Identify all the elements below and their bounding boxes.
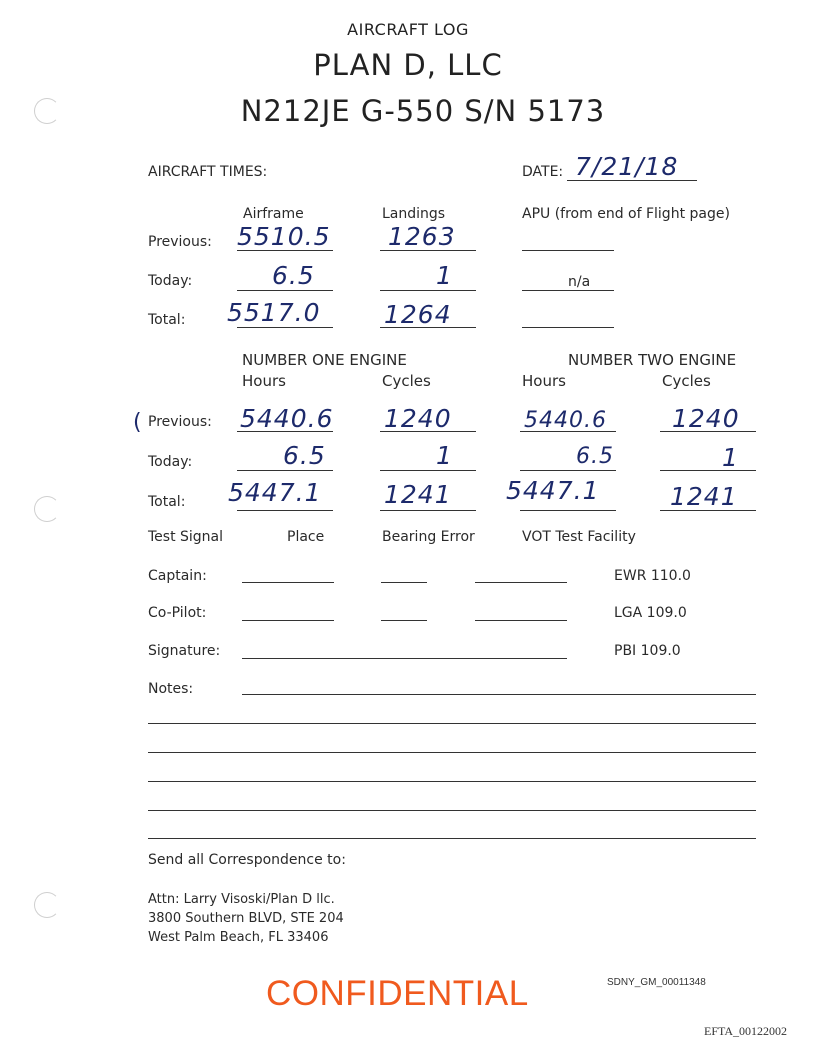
landings-value: 1263 <box>388 222 456 251</box>
address-line3: West Palm Beach, FL 33406 <box>148 930 329 945</box>
e2-cycles-value: 1241 <box>670 482 738 511</box>
notes-line <box>242 694 756 695</box>
notes-line <box>148 781 756 782</box>
captain-label: Captain: <box>148 568 207 584</box>
col-apu: APU (from end of Flight page) <box>522 206 730 222</box>
header-line3: N212JE G-550 S/N 5173 <box>240 94 606 128</box>
notes-line <box>148 723 756 724</box>
engine-row-label: Previous: <box>148 414 212 430</box>
airframe-line <box>237 290 333 291</box>
airframe-value: 5510.5 <box>237 222 331 251</box>
col-test-signal: Test Signal <box>148 529 224 545</box>
captain-place-line <box>242 582 334 583</box>
bates-number: SDNY_GM_00011348 <box>607 977 706 988</box>
engine1-title: NUMBER ONE ENGINE <box>242 351 407 369</box>
vot-pbi: PBI 109.0 <box>614 643 681 659</box>
e2-hours-value: 5447.1 <box>506 476 600 505</box>
apu-value: n/a <box>568 274 591 290</box>
e1-col-hours: Hours <box>242 372 286 390</box>
engine-row-label: Total: <box>148 494 186 510</box>
e2-cycles-line <box>660 470 756 471</box>
captain-vot-line <box>475 582 567 583</box>
airframe-line <box>237 327 333 328</box>
e1-hours-line <box>237 470 333 471</box>
times-row-label: Previous: <box>148 234 212 250</box>
apu-line <box>522 327 614 328</box>
copilot-bearing-line <box>381 620 427 621</box>
e1-cycles-line <box>380 510 476 511</box>
col-landings: Landings <box>382 206 446 222</box>
e1-col-cycles: Cycles <box>382 372 431 390</box>
header-line1: AIRCRAFT LOG <box>347 20 469 39</box>
address-line2: 3800 Southern BLVD, STE 204 <box>148 911 344 926</box>
e1-hours-line <box>237 510 333 511</box>
e1-cycles-value: 1 <box>436 441 453 470</box>
confidential-stamp: CONFIDENTIAL <box>266 974 529 1013</box>
efta-number: EFTA_00122002 <box>704 1024 788 1038</box>
e1-hours-value: 6.5 <box>283 441 326 470</box>
airframe-value: 5517.0 <box>227 298 321 327</box>
e1-hours-value: 5440.6 <box>240 404 334 433</box>
vot-lga: LGA 109.0 <box>614 605 687 621</box>
apu-line <box>522 250 614 251</box>
notes-label: Notes: <box>148 681 194 697</box>
date-label: DATE: <box>522 164 564 180</box>
copilot-label: Co-Pilot: <box>148 605 207 621</box>
vot-ewr: EWR 110.0 <box>614 568 691 584</box>
header-line2: PLAN D, LLC <box>313 48 503 82</box>
airframe-value: 6.5 <box>272 261 315 290</box>
captain-bearing-line <box>381 582 427 583</box>
signature-label: Signature: <box>148 643 221 659</box>
notes-line <box>148 752 756 753</box>
e2-col-hours: Hours <box>522 372 566 390</box>
e2-cycles-value: 1 <box>722 443 739 472</box>
landings-value: 1264 <box>384 300 452 329</box>
apu-line <box>522 290 614 291</box>
hole-punch-mark <box>34 892 60 918</box>
notes-line <box>148 810 756 811</box>
aircraft-times-label: AIRCRAFT TIMES: <box>148 164 268 180</box>
col-vot-facility: VOT Test Facility <box>522 529 636 545</box>
e2-col-cycles: Cycles <box>662 372 711 390</box>
address-line1: Attn: Larry Visoski/Plan D llc. <box>148 892 335 907</box>
e1-hours-value: 5447.1 <box>228 478 322 507</box>
copilot-vot-line <box>475 620 567 621</box>
e1-cycles-value: 1240 <box>384 404 452 433</box>
e2-hours-value: 6.5 <box>576 444 614 469</box>
e2-hours-line <box>520 470 616 471</box>
e1-cycles-value: 1241 <box>384 480 452 509</box>
signature-line <box>242 658 567 659</box>
e2-cycles-value: 1240 <box>672 404 740 433</box>
times-row-label: Today: <box>148 273 193 289</box>
e1-cycles-line <box>380 470 476 471</box>
col-airframe: Airframe <box>243 206 304 222</box>
previous-bracket-mark: ( <box>133 410 143 435</box>
col-bearing-error: Bearing Error <box>382 529 475 545</box>
landings-value: 1 <box>436 261 453 290</box>
engine-row-label: Today: <box>148 454 193 470</box>
hole-punch-mark <box>34 496 60 522</box>
e2-hours-line <box>520 510 616 511</box>
notes-line <box>148 838 756 839</box>
date-value: 7/21/18 <box>575 152 679 181</box>
correspondence-heading: Send all Correspondence to: <box>148 852 346 868</box>
landings-line <box>380 290 476 291</box>
engine2-title: NUMBER TWO ENGINE <box>568 351 737 369</box>
col-place: Place <box>287 529 325 545</box>
e2-hours-value: 5440.6 <box>524 408 607 433</box>
copilot-place-line <box>242 620 334 621</box>
times-row-label: Total: <box>148 312 186 328</box>
